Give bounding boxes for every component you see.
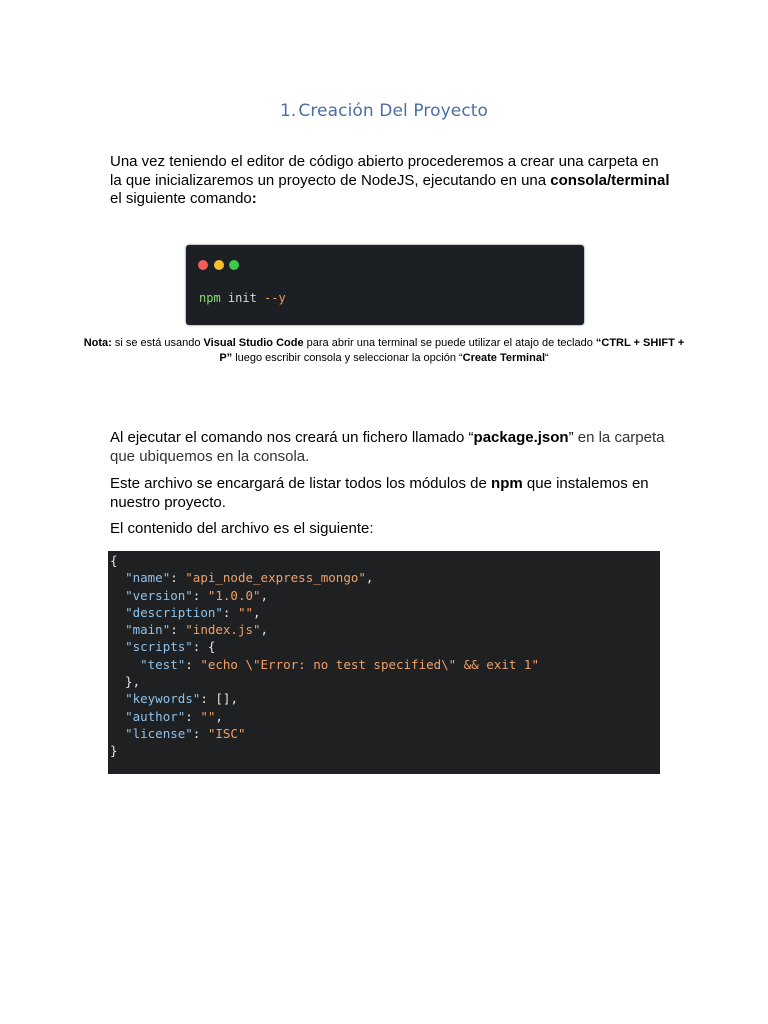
code-line: "author": "", [125, 708, 223, 724]
section-heading [0, 101, 768, 121]
code-line: "scripts": { [125, 639, 216, 655]
cmd-init: init [220, 291, 265, 305]
cmd-npm: npm [199, 291, 221, 305]
code-line: "license": "ISC" [125, 725, 246, 741]
heading-title: Creación Del Proyecto [298, 101, 489, 121]
content-intro-paragraph: El contenido del archivo es el siguiente: [110, 520, 374, 537]
package-json-paragraph [110, 429, 670, 466]
code-line [110, 742, 660, 759]
note-text-1: si se está usando [111, 337, 204, 349]
json-value: [] [215, 691, 231, 707]
code-line: "version": "1.0.0", [125, 587, 269, 603]
json-value: "" [237, 604, 254, 620]
close-dot-icon [198, 260, 208, 270]
json-key: "version" [125, 587, 193, 603]
code-line: }, [110, 674, 141, 690]
code-line: "description": "", [125, 604, 261, 620]
p2-text-3: en la carpeta que ubiquemos en la consola. [110, 429, 665, 465]
intro-bold-console: consola/terminal [550, 171, 670, 189]
json-value: "1.0.0" [207, 587, 261, 603]
intro-text-2: el siguiente comando [110, 190, 252, 207]
note-bold-create-terminal: Create Terminal [462, 351, 545, 364]
json-key: "description" [125, 604, 223, 620]
open-brace: { [110, 553, 118, 568]
package-json-code-block [108, 551, 660, 774]
json-value: "api_node_express_mongo" [185, 570, 366, 586]
intro-colon: : [251, 190, 257, 207]
code-line [110, 552, 660, 569]
json-key: "scripts" [125, 639, 193, 655]
json-value: "ISC" [207, 725, 246, 741]
note-text-2: para abrir una terminal se puede utilizar el atajo de teclado [303, 337, 596, 349]
json-key: "test" [140, 656, 186, 672]
p2-text-2: ” [568, 429, 574, 446]
note-bold-vscode: Visual Studio Code [203, 337, 304, 349]
json-value: "index.js" [185, 622, 261, 638]
p3-text-1: Este archivo se encargará de listar todos los módulos de [110, 475, 492, 492]
note-text-4: “ [545, 351, 549, 364]
p2-bold-package-json: package.json [473, 429, 569, 446]
json-value: "" [200, 708, 216, 724]
p3-bold-npm: npm [491, 475, 523, 492]
terminal-command [199, 291, 286, 305]
json-key: "license" [125, 725, 193, 741]
close-brace: } [110, 743, 118, 759]
note-text-3: luego escribir consola y seleccionar la opción “ [232, 351, 463, 364]
p3-text-2: que instalemos en nuestro proyecto. [110, 475, 649, 511]
json-key: "name" [125, 570, 171, 586]
code-line: "main": "index.js", [125, 622, 269, 638]
json-key: "main" [125, 622, 171, 638]
cmd-flag: --y [264, 291, 286, 305]
maximize-dot-icon [229, 260, 239, 270]
intro-text: Una vez teniendo el editor de código abierto procederemos a crear una carpeta en la que inicializaremos un proyecto de NodeJS, ejecutando en una [110, 153, 659, 189]
note-label: Nota: [83, 337, 112, 349]
terminal-window [186, 245, 584, 325]
code-line: "name": "api_node_express_mongo", [125, 570, 374, 586]
code-line: "keywords": [], [125, 691, 238, 707]
minimize-dot-icon [214, 260, 224, 270]
note-caption [80, 336, 688, 365]
json-value: "echo \"Error: no test specified\" && exit 1" [200, 656, 539, 672]
intro-paragraph [110, 153, 670, 209]
modules-paragraph [110, 475, 670, 512]
code-line: "test": "echo \"Error: no test specified\" && exit 1" [140, 656, 539, 672]
json-key: "author" [125, 708, 186, 724]
note-bold-shortcut: “CTRL + SHIFT + P” [219, 337, 685, 364]
json-key: "keywords" [125, 691, 201, 707]
p2-text-1: Al ejecutar el comando nos creará un fichero llamado “ [110, 429, 474, 446]
heading-number: 1. [279, 101, 297, 121]
